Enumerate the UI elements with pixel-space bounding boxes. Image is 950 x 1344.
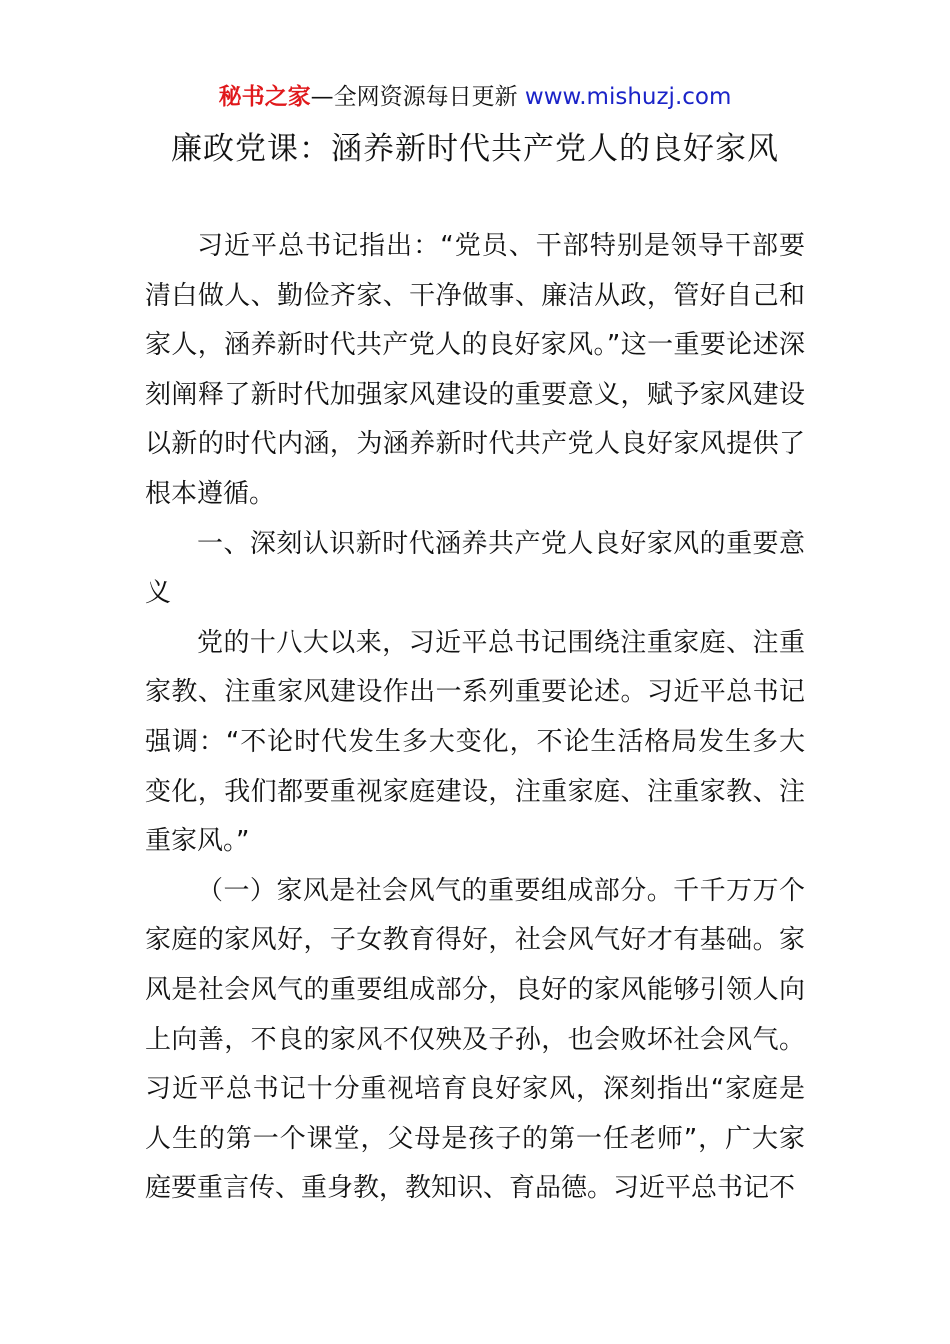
paragraph-intro: 习近平总书记指出：“党员、干部特别是领导干部要清白做人、勤俭齐家、干净做事、廉洁从政，管好自己和家人，涵养新时代共产党人的良好家风。”这一重要论述深刻阐释了新时代加强家风建设的重要意义，赋予家风建设以新的时代内涵，为涵养新时代共产党人良好家风提供了根本遵循。 [145, 231, 805, 509]
paragraph: （一）家风是社会风气的重要组成部分。千千万万个家庭的家风好，子女教育得好，社会风气好才有基础。家风是社会风气的重要组成部分，良好的家风能够引领人向上向善，不良的家风不仅殃及子孙，也会败坏社会风气。习近平总书记十分重视培育良好家风，深刻指出“家庭是人生的第一个课堂，父母是孩子的第一任老师”，广大家庭要重言传、重身教，教知识、育品德。习近平总书记不 [145, 875, 805, 1204]
paragraph: 党的十八大以来，习近平总书记围绕注重家庭、注重家教、注重家风建设作出一系列重要论述。习近平总书记强调：“不论时代发生多大变化，不论生活格局发生多大变化，我们都要重视家庭建设，注重家庭、注重家教、注重家风。” [145, 627, 805, 857]
header-tagline: —全网资源每日更新 [310, 84, 518, 110]
document-title: 廉政党课：涵养新时代共产党人的良好家风 [171, 131, 779, 167]
brand-name: 秘书之家 [218, 84, 311, 110]
site-url-link[interactable]: www.mishuzj.com [524, 84, 732, 110]
site-header [0, 80, 950, 114]
section-heading: 一、深刻认识新时代涵养共产党人良好家风的重要意义 [145, 528, 805, 609]
document-body [145, 222, 805, 1214]
